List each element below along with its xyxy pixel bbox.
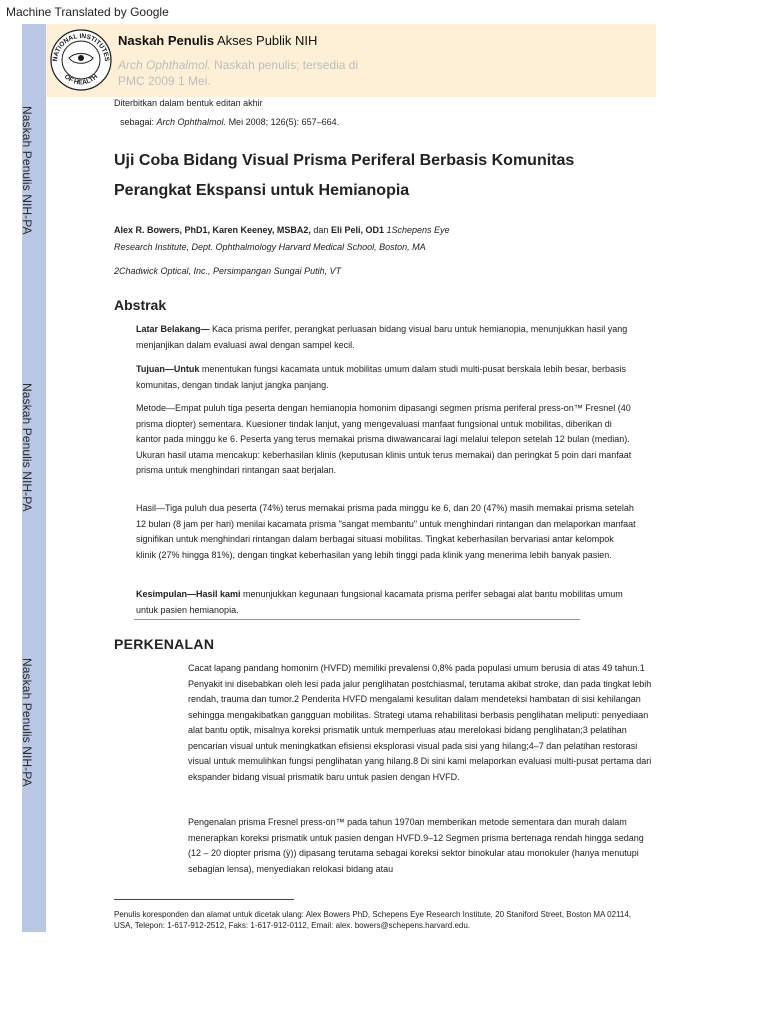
published-prefix: sebagai: — [120, 117, 157, 127]
abstract-divider — [134, 619, 580, 620]
abstract-methods: Metode—Empat puluh tiga peserta dengan hemianopia homonim dipasangi segmen prisma periferal press-on™ Fresnel (40 prisma diopter) sementara. Kuesioner tindak lanjut, yang mengevaluasi manfaat fungsional untuk mobilitas, diberikan di kantor pada minggu ke 6. Peserta yang terus memakai prisma diwawancarai lagi melalui telepon setelah 12 bulan (median). Ukuran hasil utama mencakup: keberhasilan klinis (keputusan klinis untuk terus memakai) dan peringkat 5 poin dari manfaat prisma untuk menghindari rintangan saat berjalan. — [136, 403, 632, 475]
footnote-divider — [114, 899, 294, 900]
hdr-title-rest: Akses Publik NIH — [214, 33, 318, 48]
hdr-cite-rest: Naskah penulis; tersedia di PMC 2009 1 Mei. — [118, 58, 359, 88]
article-title-line-1: Uji Coba Bidang Visual Prisma Periferal Berbasis Komunitas — [114, 152, 575, 169]
authors-affil-start: 1Schepens Eye — [383, 225, 450, 235]
machine-translated-banner: Machine Translated by Google — [6, 5, 169, 19]
conclusion-label: Kesimpulan—Hasil kami — [136, 589, 241, 599]
logo-text-top: NATIONAL INSTITUTES — [51, 32, 111, 62]
background-label: Latar Belakang— — [136, 324, 210, 334]
published-line-1: Diterbitkan dalam bentuk editan akhir — [114, 98, 263, 108]
nih-public-access-title — [118, 33, 317, 48]
objective-label: Tujuan—Untuk — [136, 364, 200, 374]
nih-logo — [49, 28, 113, 92]
intro-paragraph-2: Pengenalan prisma Fresnel press-on™ pada tahun 1970an memberikan metode sementara dan murah dalam menerapkan koreksi prismatik untuk pasien dengan HVFD.9–12 Segmen prisma bertenaga rendah hingga sedang (12 – 20 diopter prisma (ÿ)) dipasang terutama sebagai koreksi sektor binokular atau monokuler (hanya menutupi sebagian lensa), menyediakan relokasi bidang atau — [188, 817, 644, 874]
side-label-3: Naskah Penulis NIH-PA — [20, 658, 34, 787]
footnote: Penulis koresponden dan alamat untuk dicetak ulang: Alex Bowers PhD, Schepens Eye Research Institute, 20 Staniford Street, Boston MA 02114, USA, Telepon: 1-617-912-2512, Faks: 1-617-912-0112, Email: alex. bowers@schepens.harvard.edu. — [114, 910, 632, 930]
abstract-conclusion — [136, 587, 636, 618]
objective-text: menentukan fungsi kacamata untuk mobilitas umum dalam studi multi-pusat berskala lebih besar, berbasis komunitas, dengan tindak lanjut jangka panjang. — [136, 364, 627, 390]
authors-last: Eli Peli, OD1 — [330, 225, 384, 235]
abstract-heading: Abstrak — [114, 297, 167, 313]
affiliation-1: Research Institute, Dept. Ophthalmology Harvard Medical School, Boston, MA — [114, 242, 426, 252]
article-title-line-2: Perangkat Ekspansi untuk Hemianopia — [114, 182, 410, 199]
background-text: Kaca prisma perifer, perangkat perluasan bidang visual baru untuk hemianopia, menunjukkan hasil yang menjanjikan dalam evaluasi awal dengan sampel kecil. — [136, 324, 628, 350]
affiliation-2: 2Chadwick Optical, Inc., Persimpangan Sungai Putih, VT — [114, 266, 342, 276]
published-rest: Mei 2008; 126(5): 657–664. — [226, 117, 340, 127]
authors-line — [114, 225, 450, 235]
published-line-2 — [120, 117, 339, 127]
abstract-background — [136, 322, 636, 353]
header-citation — [118, 57, 368, 89]
conclusion-text: menunjukkan kegunaan fungsional kacamata prisma perifer sebagai alat bantu mobilitas umum untuk pasien hemianopia. — [136, 589, 623, 615]
hdr-cite-journal: Arch Ophthalmol. — [118, 58, 211, 72]
abstract-results: Hasil—Tiga puluh dua peserta (74%) terus memakai prisma pada minggu ke 6, dan 20 (47%) masih memakai prisma setelah 12 bulan (8 jam per hari) menilai kacamata prisma "sangat membantu" untuk menghindari rintangan dan melaporkan manfaat signifikan untuk menghindari rintangan dalam berbagai situasi mobilitas. Tingkat keberhasilan bervariasi antar kelompok klinik (27% hingga 81%), dengan tingkat keberhasilan yang lebih tinggi pada klinik yang menerima lebih banyak pasien. — [136, 503, 636, 560]
authors-dan: dan — [310, 225, 331, 235]
side-label-1: Naskah Penulis NIH-PA — [20, 106, 34, 235]
intro-heading: PERKENALAN — [114, 636, 215, 652]
authors-names: Alex R. Bowers, PhD1, Karen Keeney, MSBA2, — [114, 225, 311, 235]
hdr-title-bold: Naskah Penulis — [118, 33, 215, 48]
abstract-objective — [136, 362, 636, 393]
logo-text-bottom: OF HEALTH — [62, 73, 100, 87]
published-journal: Arch Ophthalmol. — [156, 117, 227, 127]
intro-paragraph-1: Cacat lapang pandang homonim (HVFD) memiliki prevalensi 0,8% pada populasi umum berusia di atas 49 tahun.1 Penyakit ini disebabkan oleh lesi pada jalur penglihatan postchiasmal, terutama akibat stroke, dan pada tingkat lebih rendah, trauma dan tumor.2 Penderita HVFD mengalami kesulitan dalam mendeteksi hambatan di sisi kehilangan sehingga mengakibatkan gangguan mobilitas. Strategi utama rehabilitasi berbasis penglihatan meliputi: penyediaan alat bantu optik, misalnya koreksi prismatik untuk memperluas atau merelokasi bidang penglihatan;3 pelatihan pencarian visual untuk meningkatkan efisiensi eksplorasi visual pada sisi yang hilang;4–7 dan pelatihan restorasi visual untuk memulihkan fungsi penglihatan yang hilang.8 Di sini kami melaporkan evaluasi multi-pusat pertama dari ekspander bidang visual prismatik baru untuk pasien dengan HVFD. — [188, 663, 652, 782]
side-label-2: Naskah Penulis NIH-PA — [20, 383, 34, 512]
